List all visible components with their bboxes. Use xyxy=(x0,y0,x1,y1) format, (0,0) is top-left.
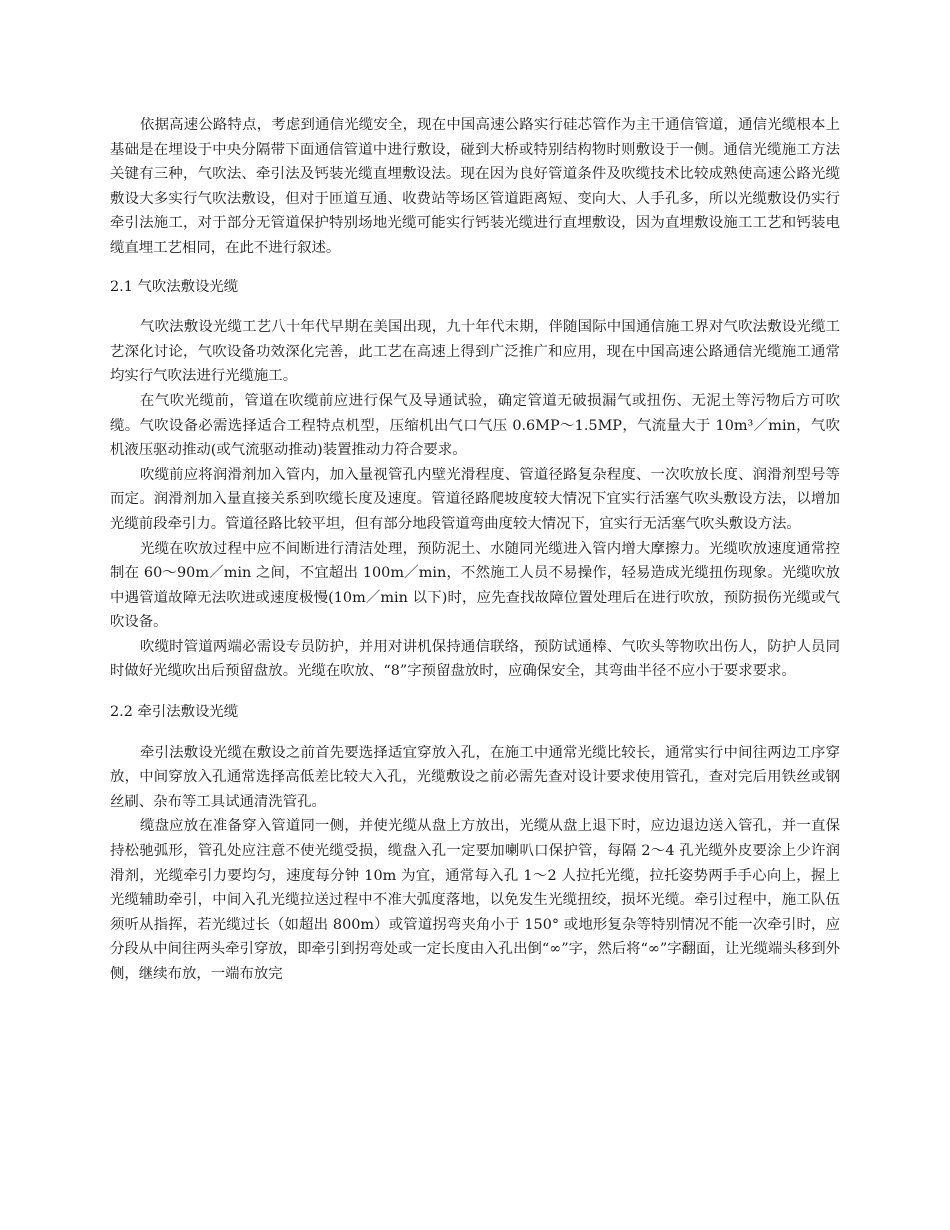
section-2-1-paragraph-4: 光缆在吹放过程中应不间断进行清洁处理，预防泥土、水随同光缆进入管内增大摩擦力。光缆吹放速度通常控制在 60～90m／min 之间，不宜超出 100m／min，不然施工人员不易操作，轻易造成光缆扭伤现象。光缆吹放中遇管道故障无法吹进或速度极慢(10m／min 以下)时，应先查找故障位置处理后在进行吹放，预防损伤光缆或气吹设备。 xyxy=(110,540,840,631)
spacer xyxy=(110,299,840,315)
document-page xyxy=(110,113,840,987)
section-2-2-paragraph-2: 缆盘应放在准备穿入管道同一侧，并使光缆从盘上方放出，光缆从盘上退下时，应边退边送入管孔，并一直保持松驰弧形，管孔处应注意不使光缆受损，缆盘入孔一定要加喇叭口保护管，每隔 2～4 孔光缆外皮要涂上少许润滑剂，光缆牵引力要均匀，速度每分钟 10m 为宜，通常每入孔 1～2 人拉托光缆，拉托姿势两手手心向上，握上光缆辅助牵引，中间入孔光缆拉送过程中不准大弧度落地，以免发生光缆扭绞，损坏光缆。牵引过程中，施工队伍须听从指挥，若光缆过长（如超出 800m）或管道拐弯夹角小于 150° 或地形复杂等特别情况不能一次牵引时，应分段从中间往两头牵引穿放，即牵引到拐弯处或一定长度由入孔出倒“∞”字，然后将“∞”字翻面，让光缆端头移到外侧，继续布放，一端布放完 xyxy=(110,818,840,982)
section-2-1-paragraph-3: 吹缆前应将润滑剂加入管内，加入量视管孔内壁光滑程度、管道径路复杂程度、一次吹放长度、润滑剂型号等而定。润滑剂加入量直接关系到吹缆长度及速度。管道径路爬坡度较大情况下宜实行活塞气吹头敷设方法，以增加光缆前段牵引力。管道径路比较平坦，但有部分地段管道弯曲度较大情况下，宜实行无活塞气吹头敷设方法。 xyxy=(110,466,840,532)
spacer xyxy=(110,684,840,700)
section-2-1-paragraph-5: 吹缆时管道两端必需设专员防护，并用对讲机保持通信联络，预防试通棒、气吹头等物吹出伤人，防护人员同时做好光缆吹出后预留盘放。光缆在吹放、“8”字预留盘放时，应确保安全，其弯曲半径不应小于要求要求。 xyxy=(110,638,840,680)
section-2-1-paragraph-1: 气吹法敷设光缆工艺八十年代早期在美国出现，九十年代末期，伴随国际中国通信施工界对气吹法敷设光缆工艺深化讨论，气吹设备功效深化完善，此工艺在高速上得到广泛推广和应用，现在中国高速公路通信光缆施工通常均实行气吹法进行光缆施工。 xyxy=(110,319,840,385)
spacer xyxy=(110,725,840,741)
spacer xyxy=(110,261,840,275)
section-2-2-paragraph-1: 牵引法敷设光缆在敷设之前首先要选择适宜穿放入孔，在施工中通常光缆比较长，通常实行中间往两边工序穿放，中间穿放入孔通常选择高低差比较大入孔，光缆敷设之前必需先查对设计要求使用管孔，查对完后用铁丝或钢丝刷、杂布等工具试通清洗管孔。 xyxy=(110,744,840,810)
section-heading-2-2: 2.2 牵引法敷设光缆 xyxy=(110,704,239,721)
section-heading-2-1: 2.1 气吹法敷设光缆 xyxy=(110,278,239,295)
intro-paragraph: 依据高速公路特点，考虑到通信光缆安全，现在中国高速公路实行硅芯管作为主干通信管道，通信光缆根本上基础是在埋设于中央分隔带下面通信管道中进行敷设，碰到大桥或特别结构物时则敷设于一侧。通信光缆施工方法关键有三种，气吹法、牵引法及钙装光缆直埋敷设法。现在因为良好管道条件及吹缆技术比较成熟使高速公路光缆敷设大多实行气吹法敷设，但对于匝道互通、收费站等场区管道距离短、变向大、人手孔多，所以光缆敷设仍实行牵引法施工，对于部分无管道保护特别场地光缆可能实行钙装光缆进行直埋敷设，因为直埋敷设施工工艺和钙装电缆直埋工艺相同，在此不进行叙述。 xyxy=(110,117,840,256)
section-2-1-paragraph-2: 在气吹光缆前，管道在吹缆前应进行保气及导通试验，确定管道无破损漏气或扭伤、无泥土等污物后方可吹缆。气吹设备必需选择适合工程特点机型，压缩机出气口气压 0.6MP～1.5MP，气流量大于 10m³／min，气吹机液压驱动推动(或气流驱动推动)装置推动力符合要求。 xyxy=(110,392,840,459)
